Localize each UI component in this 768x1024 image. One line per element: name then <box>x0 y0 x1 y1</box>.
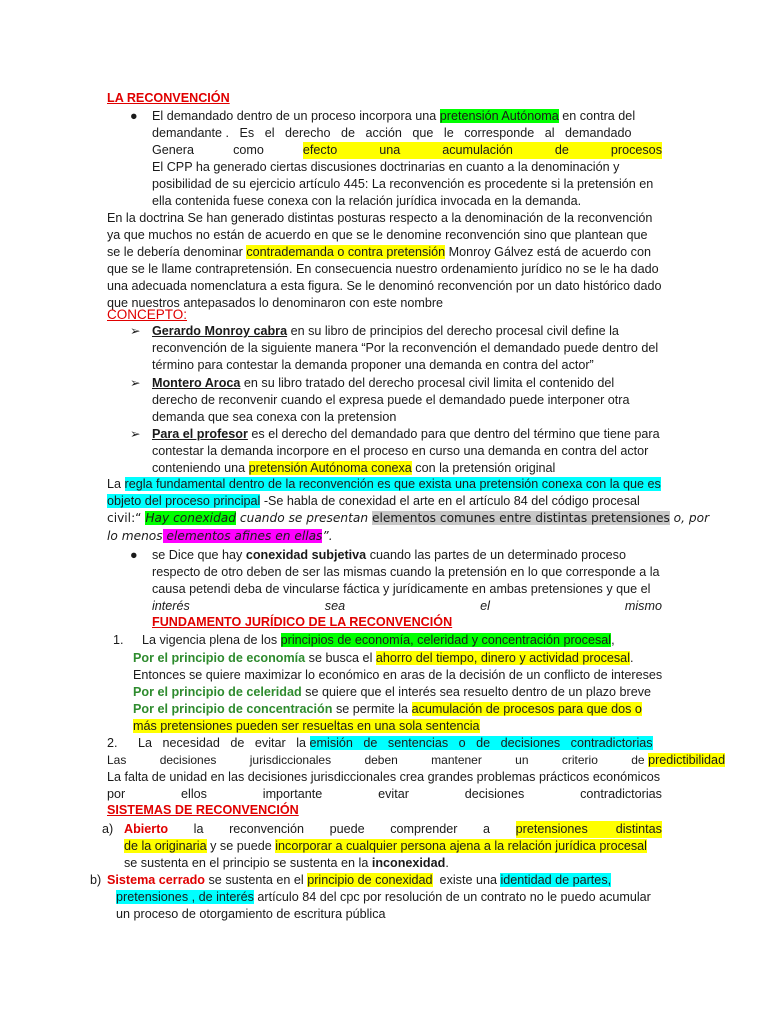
f1-line-2: Por el principio de economía se busca el ahorro del tiempo, dinero y actividad procesal. <box>133 651 634 665</box>
arrow-bullet-icon: ➢ <box>130 324 141 338</box>
c1-line-3: término para contestar la demanda proponer una demanda en contra del actor” <box>152 358 594 372</box>
p1-line-1: El demandado dentro de un proceso incorpora una pretensión Autónoma en contra del <box>152 109 636 123</box>
bullet-dot-icon: ● <box>130 109 138 123</box>
concepto-heading: CONCEPTO: <box>107 307 188 322</box>
c1-line-2: reconvención de la siguiente manera “Por la reconvención el demandado puede dentro del <box>152 341 659 355</box>
p2-line-1: En la doctrina Se han generado distintas posturas respecto a la denominación de la reconvención <box>107 211 653 225</box>
f1-line-1: La vigencia plena de los principios de economía, celeridad y concentración procesal, <box>142 633 615 647</box>
p2-line-6: que nuestros antepasados lo denominaron con este nombre <box>107 296 444 310</box>
c2-line-1: Montero Aroca en su libro tratado del derecho procesal civil limita el contenido del <box>152 376 615 390</box>
f1-line-6: más pretensiones pueden ser resueltas en una sola sentencia <box>133 719 480 733</box>
p1-line-2: demandante . Es el derecho de acción que le corresponde al demandado <box>152 126 632 140</box>
c3-line-3: conteniendo una pretensión Autónoma conexa con la pretensión original <box>152 461 556 475</box>
sb-line-1: Sistema cerrado se sustenta en el principio de conexidad existe una identidad de partes, <box>107 873 612 887</box>
p1-line-5: posibilidad de su ejercicio artículo 445: La reconvención es procedente si la pretensión en <box>152 177 654 191</box>
regla-line-3: civil:“ Hay conexidad cuando se presentan elementos comunes entre distintas pretensiones o, por <box>107 511 710 525</box>
sa-line-1: Abierto la reconvención puede comprender a pretensiones distintas <box>124 822 662 836</box>
f2-line-1: La necesidad de evitar la emisión de sentencias o de decisiones contradictorias <box>138 736 653 750</box>
f1-line-5: Por el principio de concentración se permite la acumulación de procesos para que dos o <box>133 702 642 716</box>
c1-line-1: Gerardo Monroy cabra en su libro de principios del derecho procesal civil define la <box>152 324 619 338</box>
regla-line-4: lo menos elementos afines en ellas”. <box>107 529 333 543</box>
subj-line-1: se Dice que hay conexidad subjetiva cuando las partes de un determinado proceso <box>152 548 626 562</box>
subj-line-2: respecto de otro deben de ser las mismas cuando la pretensión en lo que corresponde a la <box>152 565 660 579</box>
sa-line-2: de la originaria y se puede incorporar a cualquier persona ajena a la relación jurídica procesal <box>124 839 647 853</box>
bullet-dot-icon: ● <box>130 548 138 562</box>
f1-line-3: Entonces se quiere maximizar lo económico en aras de la decisión de un conflicto de intereses <box>133 668 663 682</box>
p2-line-5: una adecuada nomenclatura a esta figura. Se le denominó reconvención por un dato histórico dado <box>107 279 662 293</box>
f2-line-3: La falta de unidad en las decisiones jurisdiccionales crea grandes problemas prácticos económicos <box>107 770 661 784</box>
c2-line-3: demanda que sea conexa con la pretension <box>152 410 397 424</box>
sa-marker: a) <box>102 822 114 836</box>
f2-number: 2. <box>107 736 118 750</box>
subj-line-4: interés sea el mismo <box>152 599 662 613</box>
p2-line-3: se le debería denominar contrademanda o contra pretensión Monroy Gálvez está de acuerdo con <box>107 245 651 259</box>
f2-line-2: Las decisiones jurisdiccionales deben mantener un criterio de predictibilidad <box>107 753 726 767</box>
p2-line-2: ya que muchos no están de acuerdo en que se le denomine reconvención sino que plantean que <box>107 228 648 242</box>
regla-line-2: objeto del proceso principal -Se habla de conexidad el arte en el artículo 84 del código procesal <box>107 494 640 508</box>
fundamento-heading: FUNDAMENTO JURÍDICO DE LA RECONVENCIÓN <box>152 615 453 629</box>
section-title: LA RECONVENCIÓN <box>107 91 230 105</box>
regla-line-1: La regla fundamental dentro de la reconvención es que exista una pretensión conexa con la que es <box>107 477 661 491</box>
f1-number: 1. <box>113 633 124 647</box>
sistemas-heading: SISTEMAS DE RECONVENCIÓN <box>107 803 299 817</box>
arrow-bullet-icon: ➢ <box>130 427 141 441</box>
sa-line-3: se sustenta en el principio se sustenta en la inconexidad. <box>124 856 449 870</box>
p1-line-6: ella contenida fuese conexa con la relación jurídica invocada en la demanda. <box>152 194 582 208</box>
sb-marker: b) <box>90 873 102 887</box>
subj-line-3: causa petendi deba de vincularse fáctica y jurídicamente en ambas pretensiones y que el <box>152 582 651 596</box>
c3-line-2: contestar la demanda incorpore en el proceso en curso una demanda en contra del actor <box>152 444 649 458</box>
f2-line-4: por ellos importante evitar decisiones contradictorias <box>107 787 662 801</box>
sb-line-3: un proceso de otorgamiento de escritura pública <box>116 907 386 921</box>
f1-line-4: Por el principio de celeridad se quiere que el interés sea resuelto dentro de un plazo breve <box>133 685 652 699</box>
c3-line-1: Para el profesor es el derecho del demandado para que dentro del término que tiene para <box>152 427 660 441</box>
p1-line-3: Genera como efecto una acumulación de procesos <box>152 143 662 157</box>
c2-line-2: derecho de reconvenir cuando el expresa puede el demandado puede interponer otra <box>152 393 630 407</box>
arrow-bullet-icon: ➢ <box>130 376 141 390</box>
p2-line-4: que se le llame contrapretensión. En consecuencia nuestro ordenamiento jurídico no se le ha dado <box>107 262 659 276</box>
sb-line-2: pretensiones , de interés artículo 84 del cpc por resolución de un contrato no le puedo acumular <box>116 890 651 904</box>
p1-line-4: El CPP ha generado ciertas discusiones doctrinarias en cuanto a la denominación y <box>152 160 620 174</box>
